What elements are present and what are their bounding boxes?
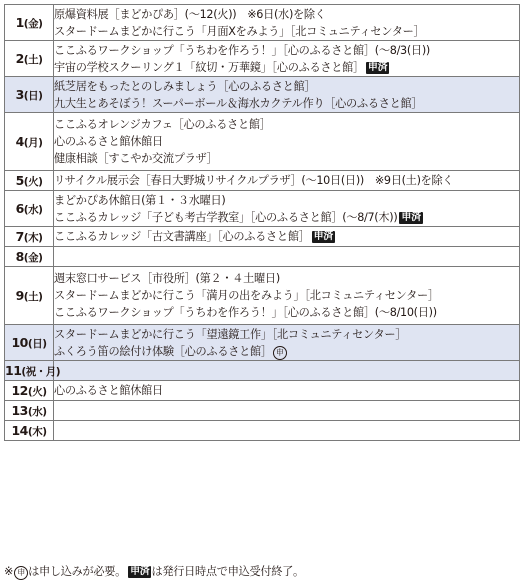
day-of-week: (日) bbox=[27, 337, 47, 350]
event-item bbox=[54, 59, 519, 76]
event-text: 健康相談［すこやか交流プラザ］ bbox=[54, 152, 218, 165]
event-item bbox=[54, 287, 519, 304]
events-cell bbox=[54, 361, 520, 381]
calendar-row bbox=[5, 421, 520, 441]
event-text: 宇宙の学校スクーリング１「紋切・万華鏡」［心のふるさと館］ bbox=[54, 60, 364, 74]
event-item bbox=[54, 326, 519, 343]
date-cell bbox=[5, 247, 54, 267]
date-cell bbox=[5, 77, 54, 113]
calendar-row bbox=[5, 171, 520, 191]
footnote-text-1: は申し込みが必要。 bbox=[28, 565, 127, 578]
application-closed-badge: 申済 bbox=[401, 211, 421, 223]
event-item bbox=[54, 23, 519, 40]
event-text: 週末窓口サービス［市役所］(第２・４土曜日) bbox=[54, 272, 280, 285]
day-of-week: (火) bbox=[23, 175, 43, 188]
calendar-row bbox=[5, 401, 520, 421]
date-cell bbox=[5, 267, 54, 325]
date-number: 6 bbox=[15, 200, 24, 216]
event-text: リサイクル展示会［春日大野城リサイクルプラザ］(～10日(日)) ※9日(土)を除く bbox=[54, 174, 454, 187]
event-text: 心のふるさと館休館日 bbox=[54, 135, 163, 148]
day-of-week: (水) bbox=[27, 405, 47, 418]
event-text: スタードームまどかに行こう「望遠鏡工作」［北コミュニティセンター］ bbox=[54, 327, 407, 341]
events-cell bbox=[54, 267, 520, 325]
event-text: ここふるカレッジ「子ども考古学教室」［心のふるさと館］(～8/7(木)) bbox=[54, 210, 398, 224]
date-number: 1 bbox=[15, 14, 24, 30]
event-item bbox=[54, 343, 519, 360]
calendar-row bbox=[5, 191, 520, 227]
day-of-week: (金) bbox=[23, 17, 43, 30]
date-number: 13 bbox=[11, 402, 28, 418]
events-cell bbox=[54, 41, 520, 77]
date-cell bbox=[5, 5, 54, 41]
events-cell bbox=[54, 421, 520, 441]
event-text: ここふるオレンジカフェ［心のふるさと館］ bbox=[54, 118, 271, 131]
date-number: 9 bbox=[15, 287, 24, 303]
event-item bbox=[54, 172, 519, 189]
date-number: 11 bbox=[5, 362, 22, 378]
date-cell bbox=[5, 227, 54, 247]
day-of-week: (土) bbox=[23, 53, 43, 66]
calendar-row bbox=[5, 247, 520, 267]
day-of-week: (土) bbox=[23, 290, 43, 303]
date-number: 8 bbox=[15, 248, 24, 264]
events-cell bbox=[54, 77, 520, 113]
event-text: まどかぴあ休館日(第１・３水曜日) bbox=[54, 193, 226, 207]
event-item bbox=[54, 95, 519, 112]
date-cell bbox=[5, 41, 54, 77]
day-of-week: (水) bbox=[23, 203, 43, 216]
day-of-week: (火) bbox=[27, 385, 47, 398]
date-cell bbox=[5, 325, 54, 361]
event-item bbox=[54, 78, 519, 95]
date-number: 14 bbox=[11, 422, 28, 438]
footnote bbox=[4, 563, 304, 580]
event-text: ここふるカレッジ「古文書講座」［心のふるさと館］ bbox=[54, 230, 310, 243]
events-cell bbox=[54, 191, 520, 227]
date-cell bbox=[5, 421, 54, 441]
date-cell bbox=[5, 361, 61, 381]
date-number: 5 bbox=[15, 172, 24, 188]
date-cell bbox=[5, 191, 54, 227]
events-cell bbox=[54, 381, 520, 401]
events-cell bbox=[54, 247, 520, 267]
calendar-body bbox=[5, 5, 520, 441]
event-text: ここふるワークショップ「うちわを作ろう！」［心のふるさと館］(～8/10(日)) bbox=[54, 306, 437, 319]
application-required-icon: 申 bbox=[14, 566, 28, 580]
events-cell bbox=[54, 171, 520, 191]
date-number: 2 bbox=[15, 50, 24, 66]
calendar-row bbox=[5, 381, 520, 401]
day-of-week: (祝・月) bbox=[21, 365, 61, 378]
calendar-table bbox=[4, 4, 520, 441]
event-text: 九大生とあそぼう！スーパーボール＆海水カクテル作り［心のふるさと館］ bbox=[54, 96, 423, 110]
event-text: 紙芝居をもったとのしみましょう［心のふるさと館］ bbox=[54, 79, 316, 93]
day-of-week: (日) bbox=[23, 89, 43, 102]
event-text: 原爆資料展［まどかぴあ］(～12(火)) ※6日(水)を除く bbox=[54, 7, 326, 21]
date-cell bbox=[5, 381, 54, 401]
date-number: 12 bbox=[11, 382, 28, 398]
event-item bbox=[54, 6, 519, 23]
event-item bbox=[54, 150, 519, 167]
event-item bbox=[54, 304, 519, 321]
event-item bbox=[54, 42, 519, 59]
calendar-row bbox=[5, 77, 520, 113]
events-cell bbox=[54, 113, 520, 171]
event-text: スタードームまどかに行こう「月面Xをみよう」［北コミュニティセンター］ bbox=[54, 24, 425, 38]
event-item bbox=[54, 382, 519, 399]
application-closed-badge: 申済 bbox=[313, 231, 333, 242]
event-text: ここふるワークショップ「うちわを作ろう！」［心のふるさと館］(～8/3(日)) bbox=[54, 43, 430, 57]
calendar-row bbox=[5, 41, 520, 77]
calendar-row bbox=[5, 113, 520, 171]
events-cell bbox=[54, 5, 520, 41]
event-text: ふくろう笛の絵付け体験［心のふるさと館］ bbox=[54, 344, 272, 358]
calendar-row bbox=[5, 325, 520, 361]
date-cell bbox=[5, 401, 54, 421]
events-cell bbox=[54, 325, 520, 361]
calendar-row bbox=[5, 5, 520, 41]
calendar-row bbox=[5, 361, 520, 381]
application-closed-badge: 申済 bbox=[367, 61, 388, 73]
date-cell bbox=[5, 113, 54, 171]
event-text: スタードームまどかに行こう「満月の出をみよう」［北コミュニティセンター］ bbox=[54, 289, 439, 302]
events-cell bbox=[54, 227, 520, 247]
calendar-row bbox=[5, 267, 520, 325]
day-of-week: (木) bbox=[23, 231, 43, 244]
date-number: 3 bbox=[15, 86, 24, 102]
application-closed-badge: 申済 bbox=[130, 566, 150, 577]
event-text: 心のふるさと館休館日 bbox=[54, 384, 163, 397]
date-number: 10 bbox=[11, 334, 28, 350]
application-required-icon: 申 bbox=[273, 346, 287, 360]
day-of-week: (月) bbox=[23, 136, 43, 149]
event-item bbox=[54, 133, 519, 150]
day-of-week: (金) bbox=[23, 251, 43, 264]
date-number: 4 bbox=[15, 133, 24, 149]
events-cell bbox=[54, 401, 520, 421]
calendar-row bbox=[5, 227, 520, 247]
event-item bbox=[54, 116, 519, 133]
event-item bbox=[54, 270, 519, 287]
footnote-prefix: ※ bbox=[4, 565, 14, 578]
footnote-text-2: は発行日時点で申込受付終了。 bbox=[151, 565, 304, 578]
date-cell bbox=[5, 171, 54, 191]
event-item bbox=[54, 228, 519, 245]
event-item bbox=[54, 209, 519, 226]
event-item bbox=[54, 192, 519, 209]
date-number: 7 bbox=[15, 228, 24, 244]
day-of-week: (木) bbox=[27, 425, 47, 438]
